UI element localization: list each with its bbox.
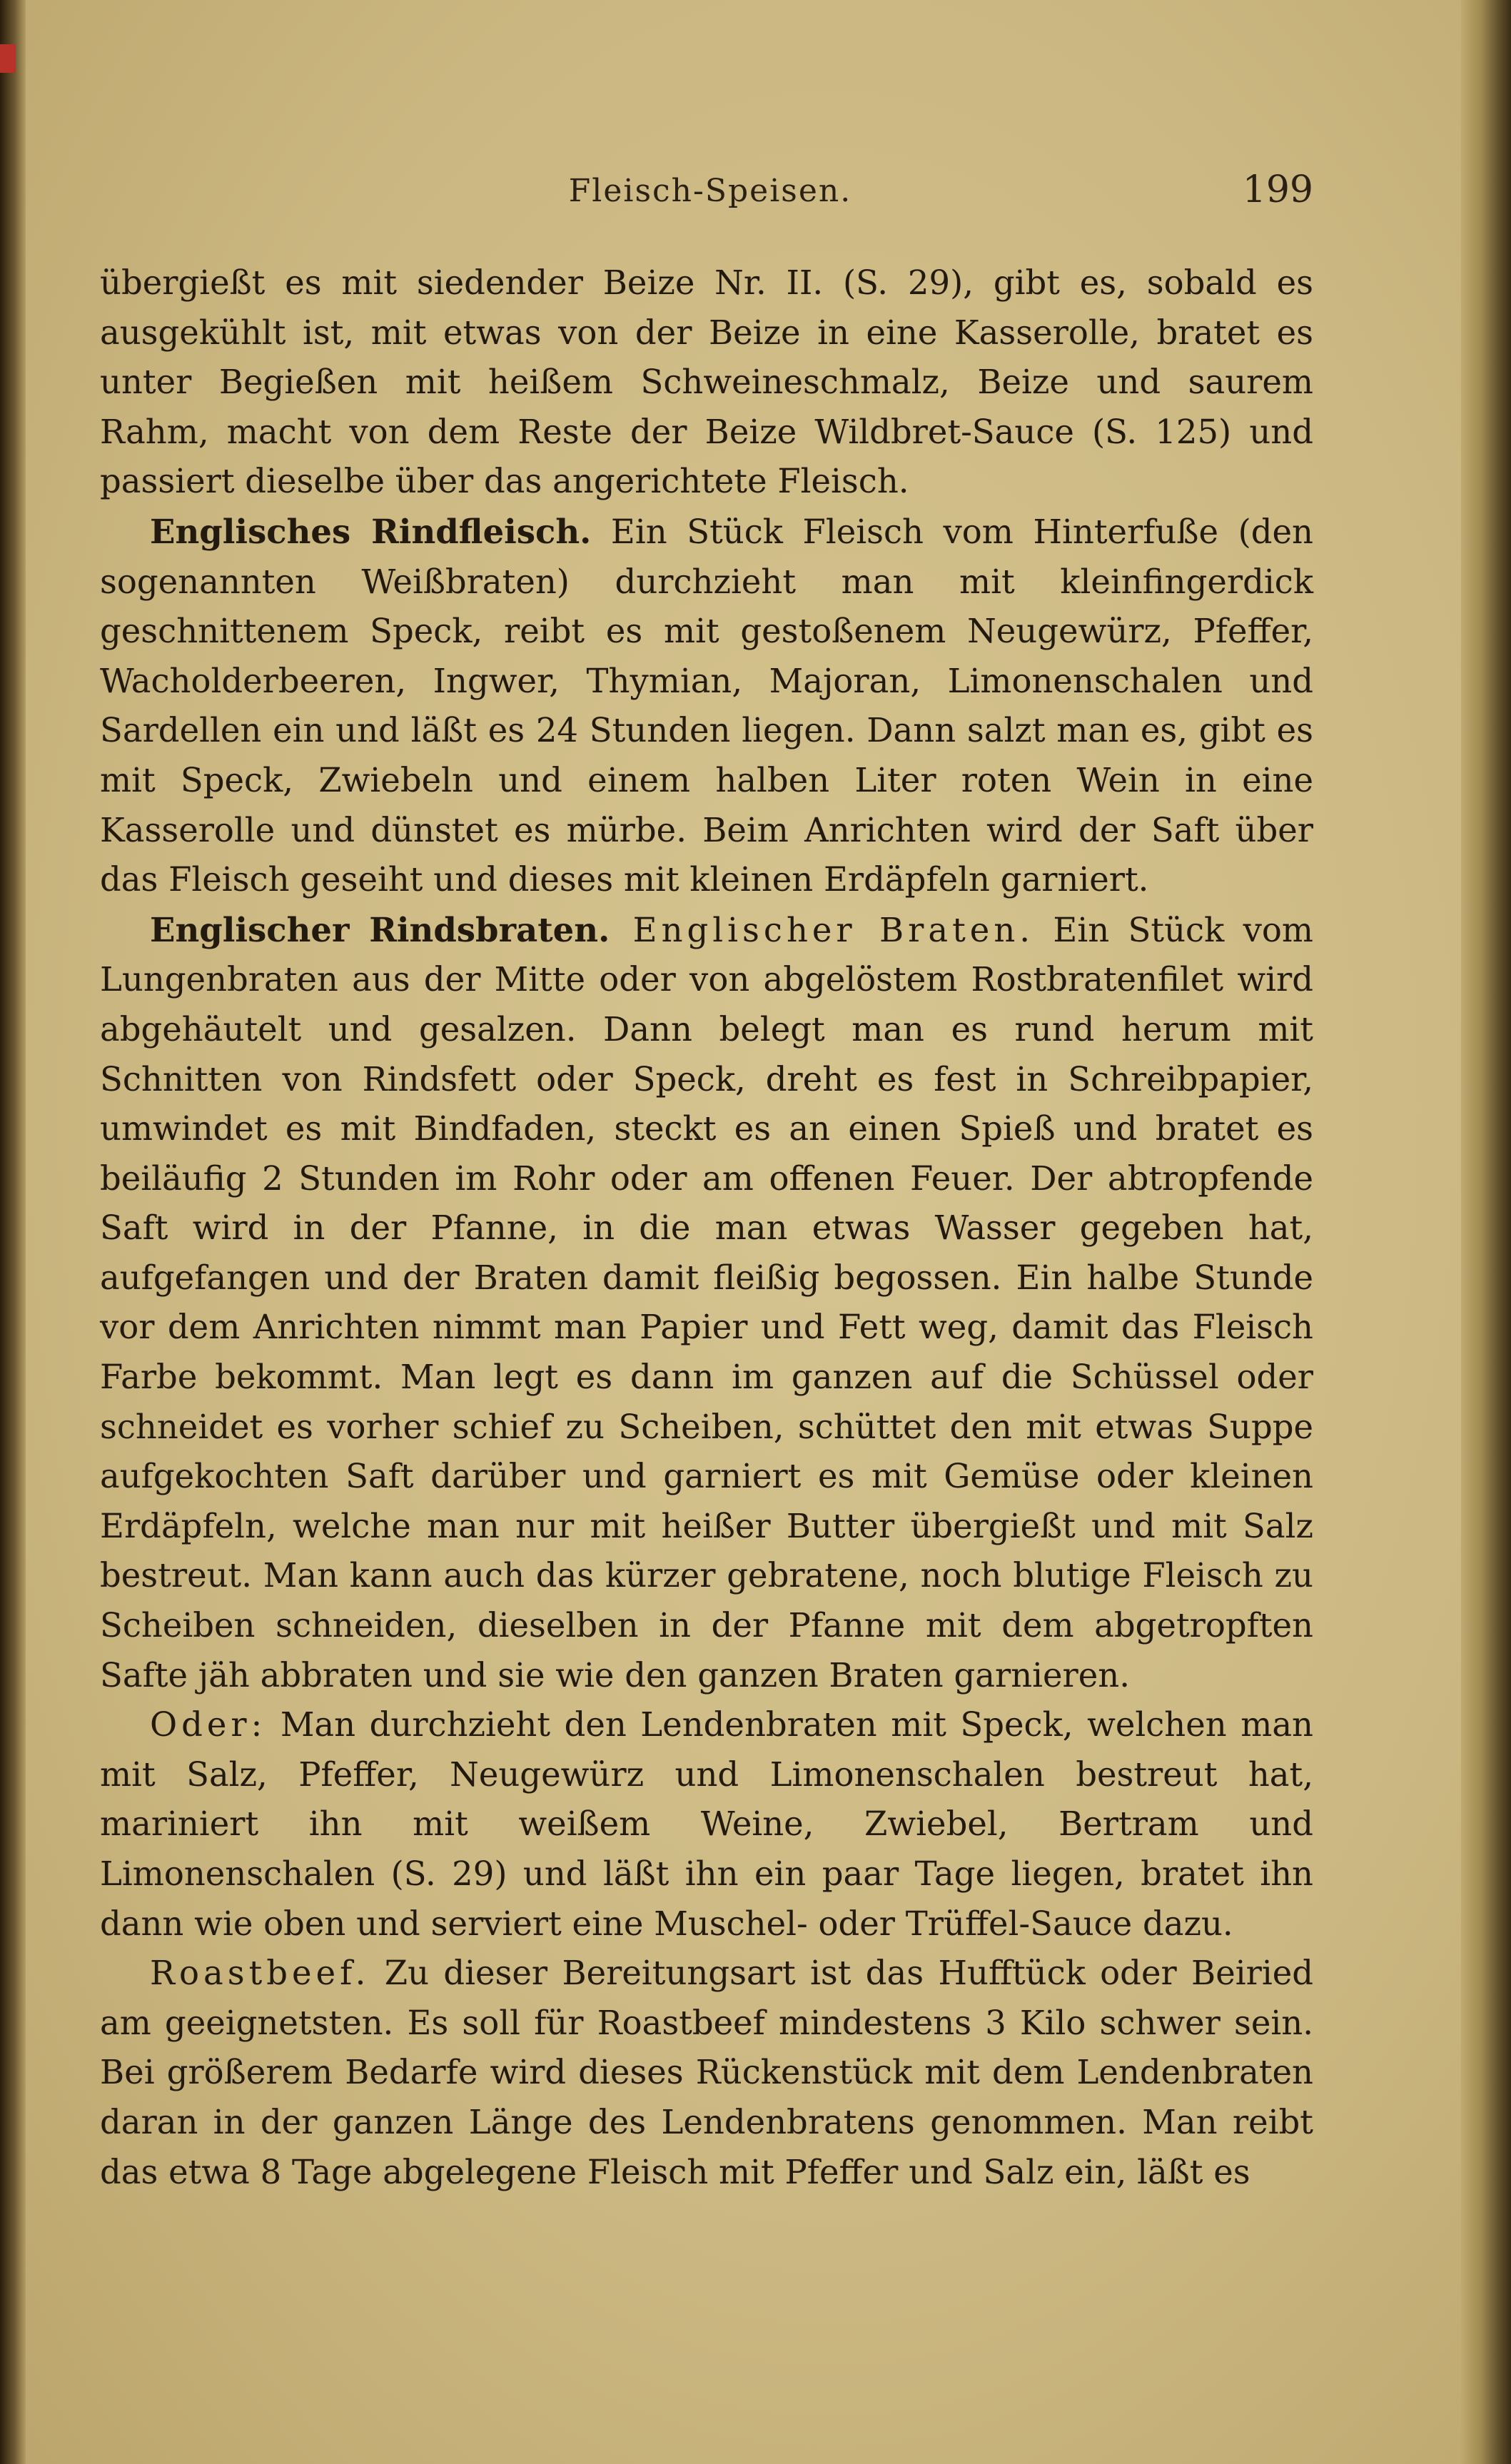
recipe-heading: Englischer Rindsbraten.	[150, 909, 610, 949]
paragraph-text: Ein Stück Fleisch vom Hinterfuße (den sogenannten Weißbraten) durchzieht man mit kleinfingerdick geschnittenem Speck, reibt es mit gestoßenem Neugewürz, Pfeffer, Wacholderbeeren, Ingwer, Thymian, Majoran, Limonenschalen und Sardellen ein und läßt es 24 Stunden liegen. Dann salzt man es, gibt es mit Speck, Zwiebeln und einem halben Liter roten Wein in eine Kasserolle und dünstet es mürbe. Beim Anrichten wird der Saft über das Fleisch geseiht und dieses mit kleinen Erdäpfeln garniert.	[100, 512, 1313, 899]
recipe-englischer-rindsbraten	[100, 905, 1313, 1701]
paragraph-text: Zu dieser Bereitungsart ist das Hufftück oder Beiried am geeignetsten. Es soll für Roastbeef mindestens 3 Kilo schwer sein. Bei größerem Bedarfe wird dieses Rückenstück mit dem Lendenbraten daran in der ganzen Länge des Lendenbratens genommen. Man reibt das etwa 8 Tage abgelegene Fleisch mit Pfeffer und Salz ein, läßt es	[100, 1954, 1313, 2191]
recipe-heading: Roastbeef.	[150, 1954, 370, 1993]
paragraph-text: Ein Stück vom Lungenbraten aus der Mitte oder von abgelöstem Rostbratenfilet wird abgehäutelt und gesalzen. Dann belegt man es rund herum mit Schnitten von Rindsfett oder Speck, dreht es fest in Schreibpapier, umwindet es mit Bindfaden, steckt es an einen Spieß und bratet es beiläufig 2 Stunden im Rohr oder am offenen Feuer. Der abtropfende Saft wird in der Pfanne, in die man etwas Wasser gegeben hat, aufgefangen und der Braten damit fleißig begossen. Ein halbe Stunde vor dem Anrichten nimmt man Papier und Fett weg, damit das Fleisch Farbe bekommt. Man legt es dann im ganzen auf die Schüssel oder schneidet es vorher schief zu Scheiben, schüttet den mit etwas Suppe aufgekochten Saft darüber und garniert es mit Gemüse oder kleinen Erdäpfeln, welche man nur mit heißer Butter übergießt und mit Salz bestreut. Man kann auch das kürzer gebratene, noch blutige Fleisch zu Scheiben schneiden, dieselben in der Pfanne mit dem abgetropften Safte jäh abbraten und sie wie den ganzen Braten garnieren.	[100, 910, 1313, 1695]
paragraph-text: übergießt es mit siedender Beize Nr. II. (S. 29), gibt es, sobald es ausgekühlt ist, mit etwas von der Beize in eine Kasserolle, bratet es unter Begießen mit heißem Schweineschmalz, Beize und saurem Rahm, macht von dem Reste der Beize Wildbret-Sauce (S. 125) und passiert dieselbe über das angerichtete Fleisch.	[100, 263, 1313, 501]
running-head	[107, 164, 1313, 221]
paragraph-continuation	[100, 258, 1313, 507]
bookmark-ribbon	[0, 44, 16, 73]
running-title: Fleisch-Speisen.	[568, 173, 852, 209]
recipe-variant-oder	[100, 1700, 1313, 1949]
recipe-alt-name: Englischer Braten.	[610, 910, 1035, 949]
paragraph-text: Man durchzieht den Lendenbraten mit Speck, welchen man mit Salz, Pfeffer, Neugewürz und Limonenschalen bestreut hat, mariniert ihn mit weißem Weine, Zwiebel, Bertram und Limonenschalen (S. 29) und läßt ihn ein paar Tage liegen, bratet ihn dann wie oben und serviert eine Muschel- oder Trüffel-Sauce dazu.	[100, 1705, 1313, 1943]
page-number: 199	[1242, 168, 1313, 211]
body-text	[100, 258, 1313, 2197]
page-fore-edge	[1461, 0, 1511, 2464]
recipe-englisches-rindfleisch	[100, 507, 1313, 905]
book-spine	[0, 0, 26, 2464]
recipe-heading: Englisches Rindfleisch.	[150, 511, 592, 551]
recipe-roastbeef	[100, 1949, 1313, 2197]
variant-label: Oder:	[150, 1705, 267, 1745]
